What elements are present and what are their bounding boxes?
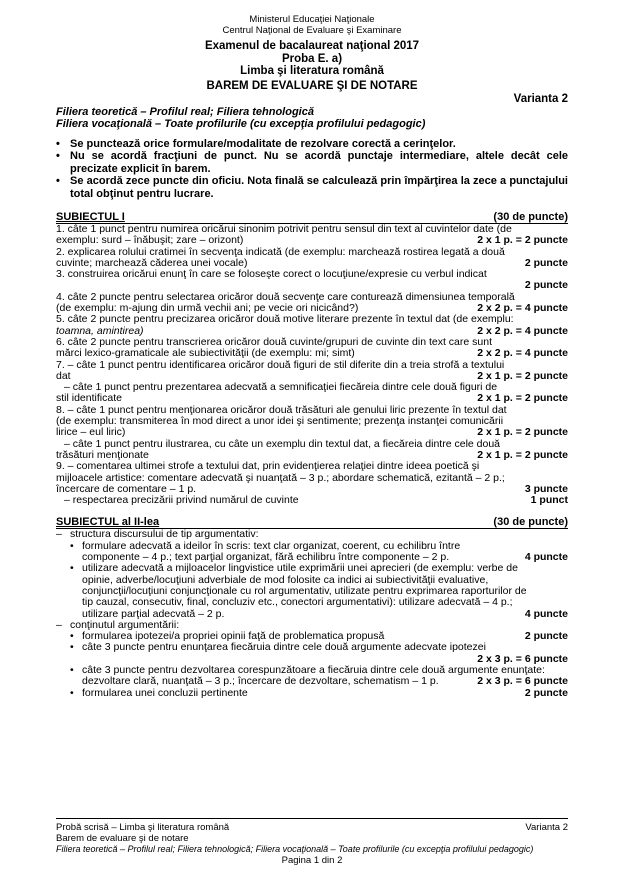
exam-title: Examenul de bacalaureat naţional 2017	[204, 40, 420, 52]
dezvoltare-points: 2 x 3 p. = 6 puncte	[477, 675, 568, 688]
item-7-points-2: 2 x 1 p. = 2 puncte	[477, 392, 568, 405]
item-6-text: 6. câte 2 puncte pentru transcrierea oricăror două cuvinte/grupuri de cuvinte din text care sunt	[56, 335, 492, 348]
item-8-example: (de exemplu: transmiterea în mod direct a unor idei şi sentimente; prezenţa instanţei comunicării	[56, 415, 504, 428]
bullet-utilizare: • utilizare adecvată a mijloacelor lingvistice utile exprimării unei aprecieri (de exemplu: verbe de opinie, adverbe/locuţiuni adverbiale de mod folosite ca indici ai subiectivităţii evaluative, conjuncţii/locuţiuni conjuncţionale cu rol argumentativ, utilizate pentru exprimarea raporturilor de tip cauzal, consecutiv, final, concluziv etc., conectori argumentativi): utilizare adecvată – 4 p.; utilizare parţial adecvată – 2 p. 4 puncte	[70, 562, 568, 620]
section-1-points: (30 de puncte)	[493, 211, 568, 223]
center-name: Centrul Naţional de Evaluare şi Examinare	[222, 25, 402, 36]
filiera-line-1: Filiera teoretică – Profilul real; Filiera tehnologică	[56, 105, 314, 118]
section-1-title: SUBIECTUL I	[56, 211, 125, 223]
concluzie-points: 2 puncte	[524, 686, 568, 699]
item-6-example: mărci lexico-gramaticale ale subiectivităţii (de exemplu: mi; simt)	[56, 347, 355, 360]
item-8-example-cont: lirice – eul liric)	[56, 426, 126, 439]
item-2-points: 2 puncte	[524, 256, 568, 269]
item-1-text: 1. câte 1 punct pentru numirea oricărui sinonim potrivit pentru sensul din text al cuvintelor date (de	[56, 223, 512, 235]
bullet-concluzie: • formularea unei concluzii pertinente 2 puncte	[70, 686, 568, 699]
item-2-text: 2. explicarea rolului cratimei în secvenţa indicată (de exemplu: marchează rostirea legată a două	[56, 245, 505, 258]
rule-item: • Nu se acordă fracţiuni de punct. Nu se acordă punctaje intermediare, altele decât cele precizate explicit în barem.	[56, 150, 568, 175]
subject-title: Limba şi literatura română	[240, 65, 384, 77]
item-8-text-2: – câte 1 punct pentru ilustrarea, cu câte un exemplu din textul dat, a fiecăreia dintre cele două	[64, 437, 501, 450]
item-8-points-1: 2 x 1 p. = 2 puncte	[477, 426, 568, 439]
item-7-text: 7. – câte 1 punct pentru identificarea oricăror două figuri de stil diferite din a treia strofă a textului	[56, 358, 505, 371]
item-1-points: 2 x 1 p. = 2 puncte	[477, 234, 568, 247]
varianta-label: Varianta 2	[513, 92, 568, 105]
item-9-text-2: – respectarea precizării privind numărul de cuvinte	[64, 494, 299, 507]
section-1-body	[56, 224, 568, 506]
item-2-example: cuvinte; marchează căderea unei vocale)	[56, 256, 248, 269]
item-6-points: 2 x 2 p. = 4 puncte	[477, 347, 568, 360]
section-2-points: (30 de puncte)	[493, 516, 568, 529]
footer-exam: Probă scrisă – Limba şi literatura română	[56, 822, 230, 833]
footer-divider	[56, 818, 568, 819]
ministry-name: Ministerul Educaţiei Naţionale	[249, 14, 375, 25]
item-9-points-2: 1 punct	[530, 494, 568, 507]
item-7-text-cont: dat	[56, 369, 71, 382]
section-2-title: SUBIECTUL al II-lea	[56, 516, 160, 529]
section-2-body	[56, 529, 568, 698]
item-9-text-cont-2: încercare de comentare – 1 p.	[56, 482, 197, 495]
item-8-points-2: 2 x 1 p. = 2 puncte	[477, 448, 568, 461]
general-rules	[56, 138, 568, 201]
item-1-example: exemplu: surd – înăbuşit; zare – orizont)	[56, 234, 244, 247]
item-3-text: 3. construirea oricărui enunţ în care se foloseşte corect o locuţiune/expresie cu verbul indicat	[56, 268, 487, 281]
item-4-points: 2 x 2 p. = 4 puncte	[477, 302, 568, 315]
item-9-text-cont: mijloacele artistice: comentare adecvată şi nuanţată – 3 p.; abordare schematică, ezitantă – 2 p.;	[56, 471, 505, 484]
document-page	[56, 14, 568, 699]
item-5-example: toamna, amintirea)	[56, 324, 144, 337]
formulare-points: 4 puncte	[524, 551, 568, 564]
filiera-line-2: Filiera vocaţională – Toate profilurile (cu excepţia profilului pedagogic)	[56, 117, 426, 130]
item-8-text-2-cont: trăsături menţionate	[56, 448, 149, 461]
item-7-text-2-cont: stil identificate	[56, 392, 122, 405]
item-7-text-2: – câte 1 punct pentru prezentarea adecvată a semnificaţiei fiecăreia dintre cele două figuri de	[64, 381, 498, 394]
item-4-text: 4. câte 2 puncte pentru selectarea oricăror două secvenţe care conturează dimensiunea temporală	[56, 290, 515, 303]
item-4-example: (de exemplu: m-ajung din urmă vechii ani; pe vecie ori nicicând?)	[56, 302, 359, 315]
footer-varianta: Varianta 2	[525, 822, 568, 833]
bullet-dezvoltare: • câte 3 puncte pentru dezvoltarea corespunzătoare a fiecăruia dintre cele două argumente enunţate: dezvoltare clară, nuanţată – 3 p.; încercare de dezvoltare, schematism – 1 p. 2 x 3 p. = 6 puncte	[70, 663, 568, 688]
bullet-formulare: • formulare adecvată a ideilor în scris: text clar organizat, coerent, cu echilibru între componente – 4 p.; text parţial organizat, fără echilibru între componente – 2 p. 4 puncte	[70, 539, 568, 564]
footer-filiera: Filiera teoretică – Profilul real; Filiera tehnologică; Filiera vocaţională – Toate profilurile (cu excepţia profilului pedagogic)	[56, 844, 534, 854]
item-3-points: 2 puncte	[524, 279, 568, 292]
bullet-argumente: • câte 3 puncte pentru enunţarea fiecăruia dintre cele două argumente adecvate ipotezei 2 x 3 p. = 6 puncte	[70, 641, 568, 665]
rule-item: • Se acordă zece puncte din oficiu. Nota finală se calculează prin împărţirea la zece a punctajului total obţinut pentru lucrare.	[56, 175, 568, 200]
argumente-points: 2 x 3 p. = 6 puncte	[477, 652, 568, 665]
dash-item-content: – conţinutul argumentării:	[56, 618, 180, 631]
ipoteza-points: 2 puncte	[524, 630, 568, 643]
item-7-points-1: 2 x 1 p. = 2 puncte	[477, 369, 568, 382]
item-5-text: 5. câte 2 puncte pentru precizarea oricăror două motive literare prezente în textul dat (de exemplu:	[56, 313, 514, 326]
bullet-ipoteza: • formularea ipotezei/a propriei opinii faţă de problematica propusă 2 puncte	[70, 630, 568, 643]
barem-title: BAREM DE EVALUARE ŞI DE NOTARE	[206, 79, 418, 92]
rule-item: • Se punctează orice formulare/modalitate de rezolvare corectă a cerinţelor.	[56, 137, 456, 150]
item-9-points-1: 3 puncte	[524, 482, 568, 495]
utilizare-points: 4 puncte	[524, 607, 568, 620]
proba-title: Proba E. a)	[281, 52, 343, 65]
item-8-text: 8. – câte 1 punct pentru menţionarea oricăror două trăsături ale genului liric prezente în textul dat	[56, 403, 507, 416]
item-5-points: 2 x 2 p. = 4 puncte	[477, 324, 568, 337]
item-9-text: 9. – comentarea ultimei strofe a textului dat, prin evidenţierea relaţiei dintre ideea poetică şi	[56, 460, 480, 473]
page-number: Pagina 1 din 2	[281, 855, 343, 866]
footer-barem: Barem de evaluare şi de notare	[56, 833, 189, 844]
page-footer	[56, 822, 568, 866]
dash-item-structure: – structura discursului de tip argumentativ:	[56, 528, 259, 541]
